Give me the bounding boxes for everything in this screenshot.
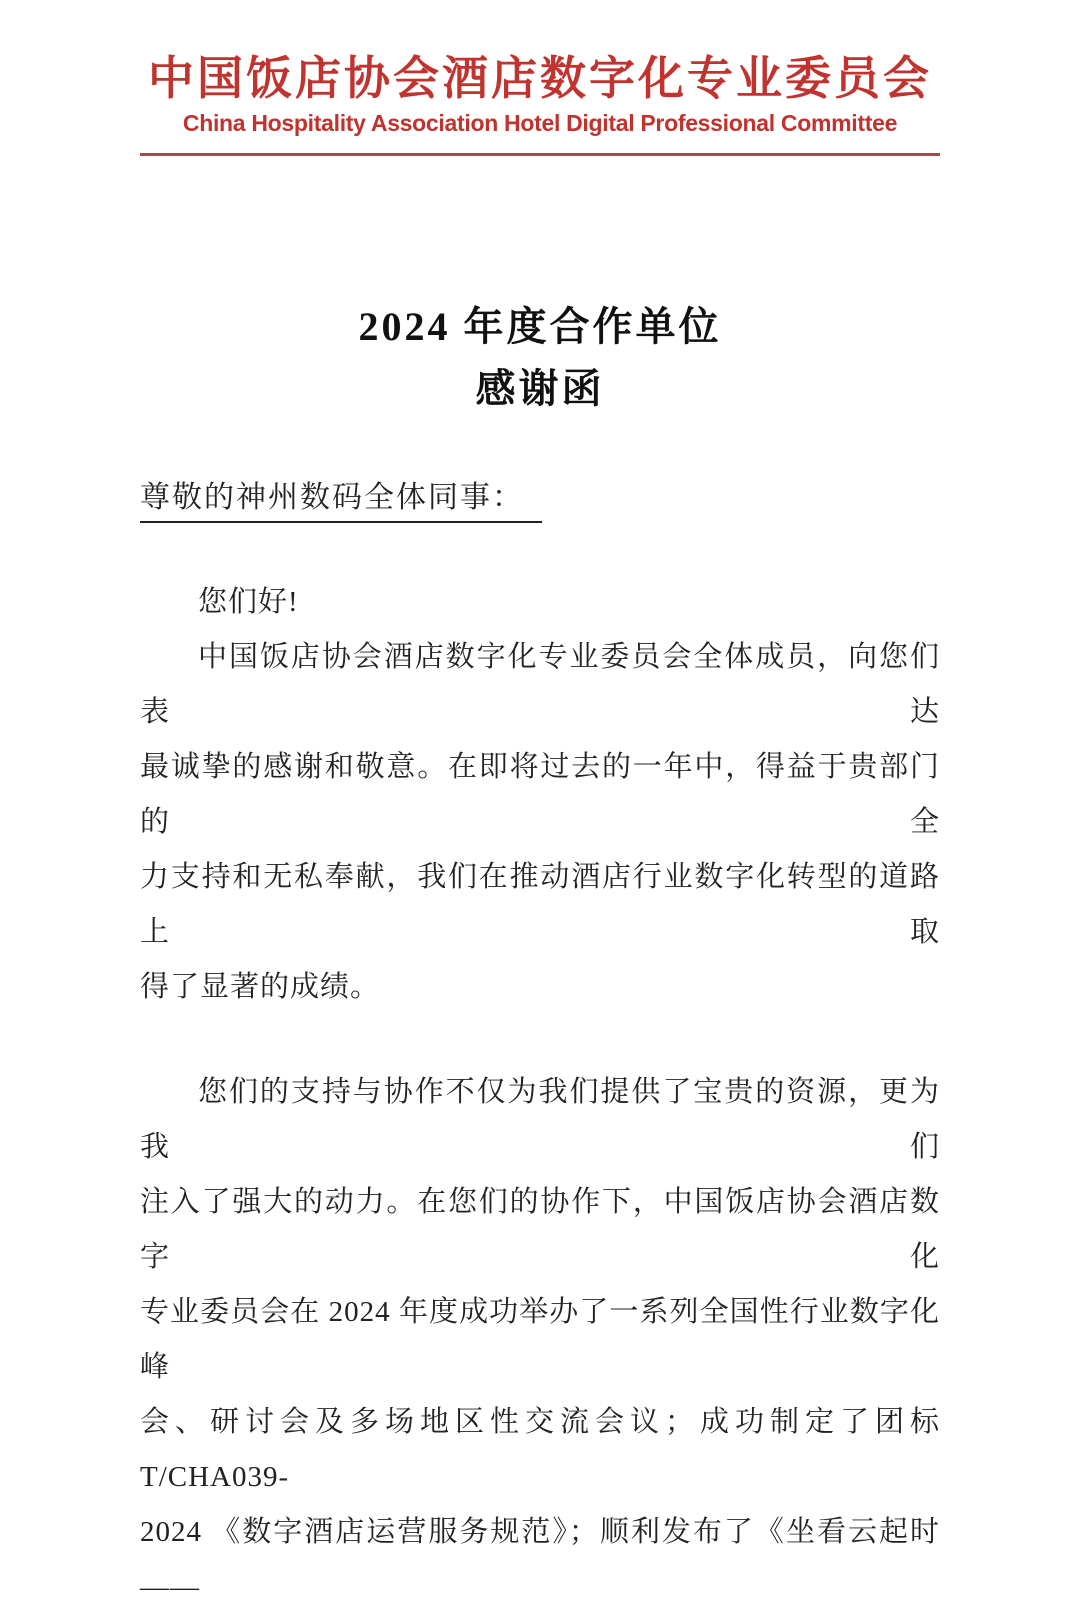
letter-title (140, 296, 940, 420)
paragraph-2 (140, 1065, 949, 1615)
para2-line: 会、研讨会及多场地区性交流会议；成功制定了团标 T/CHA039- (140, 1405, 949, 1493)
para1-line: 得了显著的成绩。 (140, 970, 381, 1003)
para1-line: 力支持和无私奉献，我们在推动酒店行业数字化转型的道路上取 (140, 860, 940, 948)
para2-line: 专业委员会在 2024 年度成功举办了一系列全国性行业数字化峰 (140, 1295, 940, 1383)
letterhead-title-en: China Hospitality Association Hotel Digital Professional Committee (182, 109, 898, 136)
letterhead-title-cn: 中国饭店协会酒店数字化专业委员会 (148, 53, 932, 104)
letterhead (140, 0, 940, 156)
letterhead-divider (140, 153, 940, 156)
letter-title-line1: 2024 年度合作单位 (358, 303, 722, 349)
greeting-line: 您们好! (198, 585, 299, 618)
letter-title-line2: 感谢函 (475, 365, 605, 411)
para2-line: 您们的支持与协作不仅为我们提供了宝贵的资源，更为我们 (140, 1075, 940, 1163)
para1-line: 最诚挚的感谢和敬意。在即将过去的一年中，得益于贵部门的全 (140, 750, 940, 838)
para2-line: 2024 《数字酒店运营服务规范》；顺利发布了《坐看云起时—— (140, 1515, 940, 1603)
para2-line: 注入了强大的动力。在您们的协作下，中国饭店协会酒店数字化 (140, 1185, 940, 1273)
salutation-text: 尊敬的神州数码全体同事： (140, 472, 542, 523)
salutation (140, 472, 940, 523)
para1-line: 中国饭店协会酒店数字化专业委员会全体成员，向您们表达 (140, 640, 940, 728)
letter-content (140, 0, 949, 1615)
paragraph-1 (140, 575, 940, 1015)
